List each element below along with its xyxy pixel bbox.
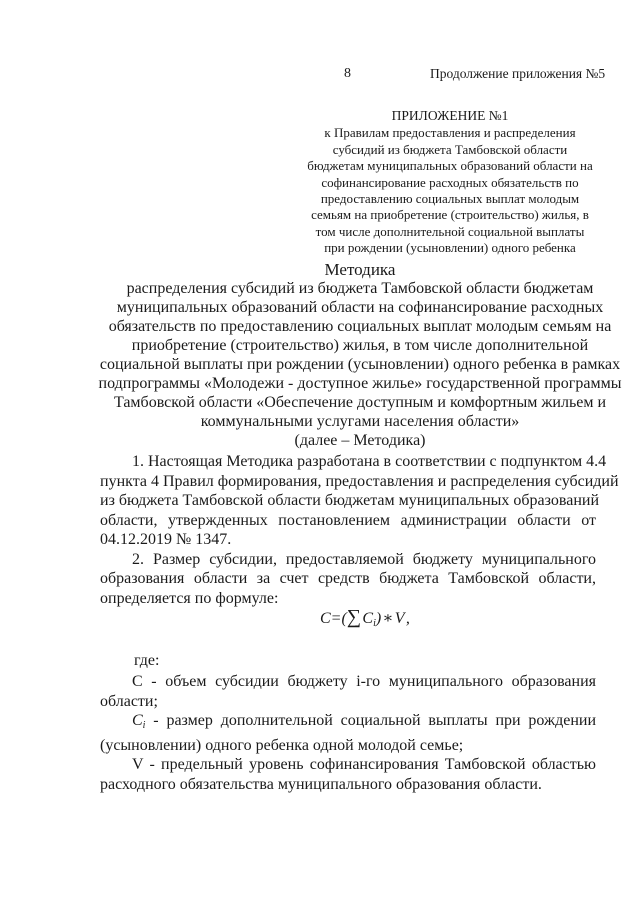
methodology-line: распределения субсидий из бюджета Тамбовской области бюджетам: [126, 280, 594, 297]
formula-close-paren: ): [375, 610, 382, 627]
paragraph-1-line: 04.12.2019 № 1347.: [100, 531, 232, 548]
ci-symbol: C: [132, 712, 143, 729]
appendix-line: том числе дополнительной социальной выплаты: [315, 223, 585, 239]
appendix-line: предоставлению социальных выплат молодым: [320, 191, 580, 207]
page-number: 8: [344, 66, 351, 81]
methodology-line: подпрограммы «Молодежи - доступное жилье» государственной программы: [98, 375, 622, 392]
definition-v-line: V - предельный уровень софинансирования Тамбовской областью: [132, 756, 596, 773]
paragraph-2-line: определяется по формуле:: [100, 589, 279, 607]
appendix-block: [300, 108, 600, 257]
definition-c-line: области;: [100, 692, 158, 710]
definition-c-line: С - объем субсидии бюджету i-го муниципального образования: [132, 673, 596, 690]
methodology-heading: Методика: [324, 260, 396, 279]
formula-v: V: [394, 610, 405, 627]
definition-ci-line: [100, 711, 596, 736]
formula-comma: ,: [405, 610, 410, 627]
definitions: [100, 672, 596, 794]
where-label: где:: [134, 652, 160, 669]
formula-subscript: i: [373, 618, 376, 629]
definition-ci-text: - размер дополнительной социальной выплаты при рождении: [153, 712, 597, 729]
continuation-note: Продолжение приложения №5: [430, 66, 606, 81]
subsidy-formula: [320, 606, 410, 629]
methodology-line: коммунальными услугами населения области»: [200, 413, 520, 430]
paragraph-1-line: области, утвержденных постановлением администрации области от: [100, 511, 596, 529]
appendix-title: ПРИЛОЖЕНИЕ №1: [391, 108, 509, 123]
appendix-line: бюджетам муниципальных образований области на: [307, 158, 593, 174]
paragraph-2-line: образования области за счет средств бюджета Тамбовской области,: [100, 570, 596, 587]
definition-v-line: расходного обязательства муниципального образования области.: [100, 775, 542, 793]
paragraph-1-line: пункта 4 Правил формирования, предоставления и распределения субсидий: [100, 472, 619, 490]
definition-ci-line: (усыновлении) одного ребенка одной молодой семье;: [100, 736, 464, 754]
methodology-title-block: [60, 260, 640, 450]
formula-sum-sign: ∑: [346, 606, 362, 628]
methodology-line: социальной выплаты при рождении (усыновлении) одного ребенка в рамках: [99, 356, 621, 373]
methodology-line: приобретение (строительство) жилья, в том числе дополнительной: [131, 337, 589, 354]
appendix-line: софинансирование расходных обязательств по: [321, 174, 579, 190]
formula-equals: =: [330, 610, 342, 627]
formula-lhs: C: [320, 610, 331, 627]
appendix-line: субсидий из бюджета Тамбовской области: [332, 141, 568, 157]
appendix-line: при рождении (усыновлении) одного ребенка: [324, 240, 576, 256]
methodology-line: муниципальных образований области на софинансирование расходных: [116, 299, 604, 316]
appendix-line: к Правилам предоставления и распределения: [324, 125, 576, 141]
paragraph-1-line: из бюджета Тамбовской области бюджетам муниципальных образований: [100, 492, 600, 509]
formula-term: C: [362, 610, 374, 627]
paragraph-2-line: 2. Размер субсидии, предоставляемой бюджету муниципального: [132, 550, 596, 568]
methodology-line: (далее – Методика): [294, 432, 426, 449]
formula-multiply: ∗: [382, 610, 394, 627]
methodology-line: Тамбовской области «Обеспечение доступным и комфортным жильем и: [113, 394, 607, 411]
paragraphs: [100, 452, 619, 608]
paragraph-1-line: 1. Настоящая Методика разработана в соответствии с подпунктом 4.4: [132, 453, 607, 470]
appendix-line: семьям на приобретение (строительство) жилья, в: [311, 207, 589, 223]
ci-subscript: i: [142, 720, 146, 731]
formula-open-paren: (: [341, 610, 347, 627]
methodology-line: обязательств по предоставлению социальных выплат молодым семьям на: [108, 318, 612, 335]
